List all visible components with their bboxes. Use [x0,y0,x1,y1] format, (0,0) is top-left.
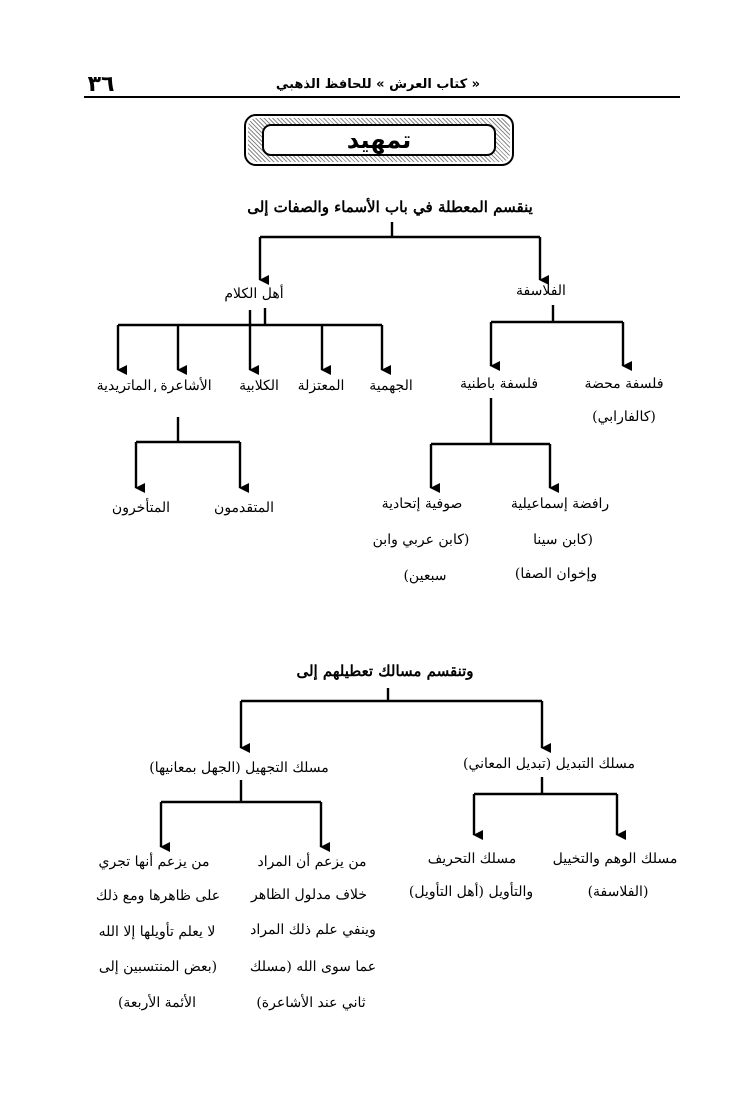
node-early-ashaira: المتقدمون [214,500,274,516]
node-wahm: مسلك الوهم والتخييل [552,851,678,867]
tajhil-right-line-1: من يزعم أن المراد [257,854,367,870]
tajhil-left-line-4: (بعض المنتسبين إلى [98,959,218,975]
node-esoteric-philosophy: فلسفة باطنية [459,376,539,392]
note-ikhwan: وإخوان الصفا) [514,566,598,582]
node-kullabiyya: الكلابية [239,378,279,394]
note-tawil: والتأويل (أهل التأويل) [408,884,534,900]
node-jahmiyya: الجهمية [369,378,413,394]
node-philosophers: الفلاسفة [516,283,566,299]
tajhil-left-line-2: على ظاهرها ومع ذلك [95,888,221,904]
page-title: تمهيد [346,126,412,154]
node-ismaili: رافضة إسماعيلية [510,496,610,512]
note-sabin: سبعين) [403,568,447,584]
node-tabdil: مسلك التبديل (تبديل المعاني) [463,756,635,772]
tajhil-right-line-5: ثاني عند الأشاعرة) [256,995,366,1011]
note-philosophers: (الفلاسفة) [587,884,649,900]
node-ashaira: الأشاعرة [160,378,212,394]
tajhil-right-line-2: خلاف مدلول الظاهر [251,887,367,903]
node-mutazila: المعتزلة [297,378,345,394]
node-late-ashaira: المتأخرون [111,500,171,516]
tree1-heading: ينقسم المعطلة في باب الأسماء والصفات إلى [247,198,533,216]
tajhil-right-line-4: عما سوى الله (مسلك [249,959,377,975]
tree2-heading: وتنقسم مسالك تعطيلهم إلى [296,662,474,680]
note-farabi: (كالفارابي) [592,409,656,425]
tajhil-left-line-5: الأئمة الأربعة) [117,995,197,1011]
node-tahrif: مسلك التحريف [427,851,517,867]
node-sufi: صوفية إتحادية [381,496,463,512]
note-ibn-sina: (كابن سينا [533,532,593,548]
tajhil-left-line-3: لا يعلم تأويلها إلا الله [98,924,216,940]
node-maturidiyya: الماتريدية [96,378,152,394]
tajhil-left-line-1: من يزعم أنها تجري [98,854,210,870]
separator-comma: ، [152,380,158,396]
node-tajhil: مسلك التجهيل (الجهل بمعانيها) [149,760,329,776]
node-pure-philosophy: فلسفة محضة [584,376,664,392]
note-ibn-arabi: (كابن عربي وابن [372,532,470,548]
page-number: ٣٦ [87,72,115,97]
node-kalam: أهل الكلام [224,286,284,302]
book-title: « كتاب العرش » للحافظ الذهبي [275,77,481,92]
tajhil-right-line-3: وينفي علم ذلك المراد [250,922,376,938]
